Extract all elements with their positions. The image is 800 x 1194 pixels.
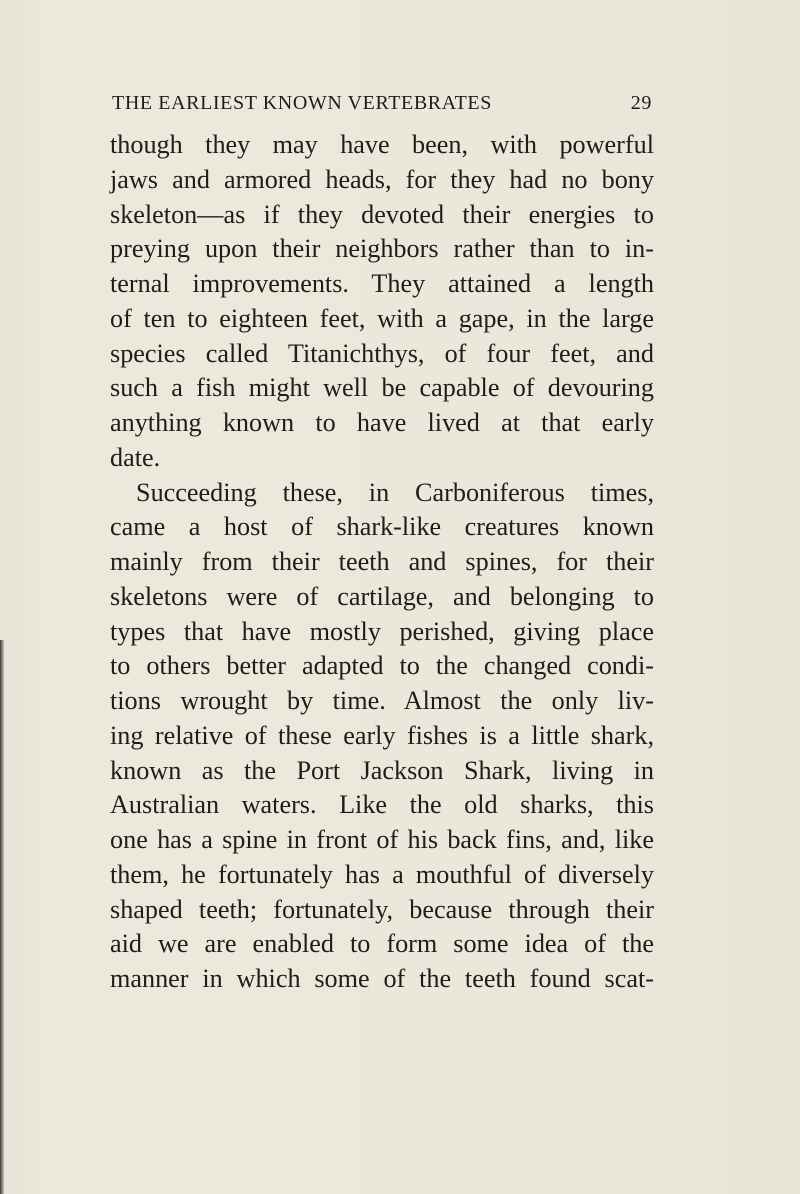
text-line: skeleton—as if they devoted their energies to (110, 199, 654, 229)
text-line: ing relative of these early fishes is a little shark, (110, 720, 654, 750)
text-line: came a host of shark-like creatures known (110, 512, 654, 542)
text-line: shaped teeth; fortunately, because through their (110, 894, 654, 924)
text-line: one has a spine in front of his back fins, and, like (110, 825, 654, 854)
text-line: aid we are enabled to form some idea of the (110, 929, 654, 959)
paragraph-1 (110, 128, 654, 476)
text-line: Australian waters. Like the old sharks, this (110, 790, 654, 820)
text-line: ternal improvements. They attained a length (110, 269, 654, 298)
text-line: Succeeding these, in Carboniferous times, (136, 477, 654, 507)
page-number: 29 (630, 92, 652, 114)
text-line: though they may have been, with powerful (110, 130, 654, 159)
text-line: them, he fortunately has a mouthful of diversely (110, 859, 654, 889)
text-line: types that have mostly perished, giving place (110, 616, 654, 646)
page-edge-shadow (0, 640, 4, 1194)
text-line: such a fish might well be capable of devouring (110, 373, 654, 403)
body-text (110, 128, 654, 997)
text-line: known as the Port Jackson Shark, living in (110, 755, 654, 785)
text-line: jaws and armored heads, for they had no bony (110, 164, 654, 194)
running-head (112, 88, 652, 118)
text-line: manner in which some of the teeth found scat- (110, 964, 654, 993)
text-line: to others better adapted to the changed condi- (110, 651, 654, 681)
text-line: species called Titanichthys, of four feet, and (110, 338, 654, 368)
text-line: skeletons were of cartilage, and belonging to (110, 581, 654, 611)
text-line: anything known to have lived at that early (110, 408, 654, 437)
text-line: preying upon their neighbors rather than to in- (110, 234, 654, 264)
text-line: tions wrought by time. Almost the only liv- (110, 686, 654, 715)
text-line: date. (110, 442, 161, 472)
text-line: mainly from their teeth and spines, for their (110, 547, 654, 576)
text-line: of ten to eighteen feet, with a gape, in the large (110, 303, 654, 333)
paragraph-2 (110, 476, 654, 997)
running-head-title: THE EARLIEST KNOWN VERTEBRATES (112, 92, 492, 114)
